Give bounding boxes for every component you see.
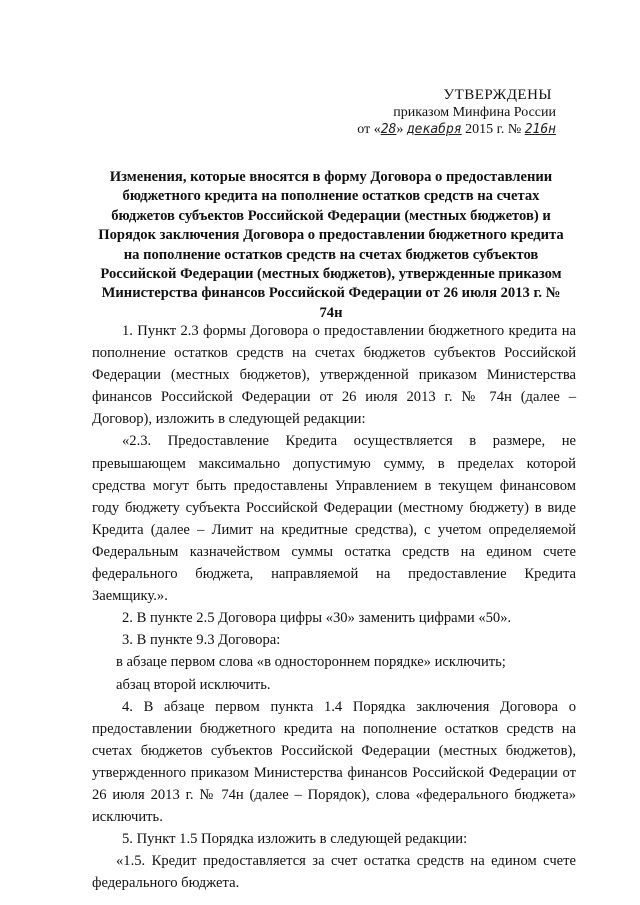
- paragraph-item-3-sub-1: в абзаце первом слова «в одностороннем порядке» исключить;: [116, 654, 506, 671]
- paragraph-item-5: 5. Пункт 1.5 Порядка изложить в следующей редакции:: [122, 831, 468, 848]
- paragraph-quote-1-5: «1.5. Кредит предоставляется за счет остатка средств на едином счете федерального бюджета.: [92, 853, 576, 892]
- approval-stamp: [357, 87, 556, 138]
- approval-year: 2015 г. №: [465, 122, 522, 137]
- approval-order-line: приказом Минфина России: [393, 105, 556, 120]
- paragraph-item-4: 4. В абзаце первом пункта 1.4 Порядка заключения Договора о предоставлении бюджетного кредита на пополнение остатков средств на счетах бюджетов субъектов Российской Федерации (местных бюджетов), утвержденного приказом Министерства финансов Российской Федерации от 26 июля 2013 г. № 74н (далее – Порядок), слова «федерального бюджета» исключить.: [92, 698, 576, 826]
- paragraph-quote-2-3: «2.3. Предоставление Кредита осуществляется в размере, не превышающем максимально допустимую сумму, в пределах которой средства могут быть предоставлены Управлением в текущем финансовом году бюджету субъекта Российской Федерации (местному бюджету) в виде Кредита (далее – Лимит на кредитные средства), с учетом определяемой Федеральным казначейством суммы остатка средств на едином счете федерального бюджета, направляемой на предоставление Кредита Заемщику.».: [92, 433, 576, 605]
- approval-day-handwritten: 28: [380, 122, 397, 137]
- paragraph-item-3: 3. В пункте 9.3 Договора:: [122, 632, 281, 649]
- approval-date-mid: »: [396, 122, 404, 137]
- approval-heading: УТВЕРЖДЕНЫ: [443, 87, 552, 103]
- document-title: Изменения, которые вносятся в форму Договора о предоставлении бюджетного кредита на пополнение остатков средств на счетах бюджетов субъектов Российской Федерации (местных бюджетов) и Порядок заключения Договора о предоставлении бюджетного кредита на пополнение остатков средств на счетах бюджетов субъектов Российской Федерации (местных бюджетов), утвержденные приказом Министерства финансов Российской Федерации от 26 июля 2013 г. № 74н: [98, 169, 564, 321]
- approval-number-handwritten: 216н: [524, 122, 556, 137]
- approval-date-line: [357, 121, 556, 138]
- paragraph-item-1: 1. Пункт 2.3 формы Договора о предоставлении бюджетного кредита на пополнение остатков средств на счетах бюджетов субъектов Российской Федерации (местных бюджетов), утвержденной приказом Министерства финансов Российской Федерации от 26 июля 2013 г. № 74н (далее – Договор), изложить в следующей редакции:: [92, 323, 576, 428]
- document-body: [92, 320, 576, 894]
- approval-date-prefix: от «: [357, 122, 381, 137]
- paragraph-item-3-sub-2: абзац второй исключить.: [116, 676, 271, 693]
- paragraph-item-2: 2. В пункте 2.5 Договора цифры «30» заменить цифрами «50».: [122, 610, 512, 627]
- approval-month-handwritten: декабря: [406, 122, 462, 137]
